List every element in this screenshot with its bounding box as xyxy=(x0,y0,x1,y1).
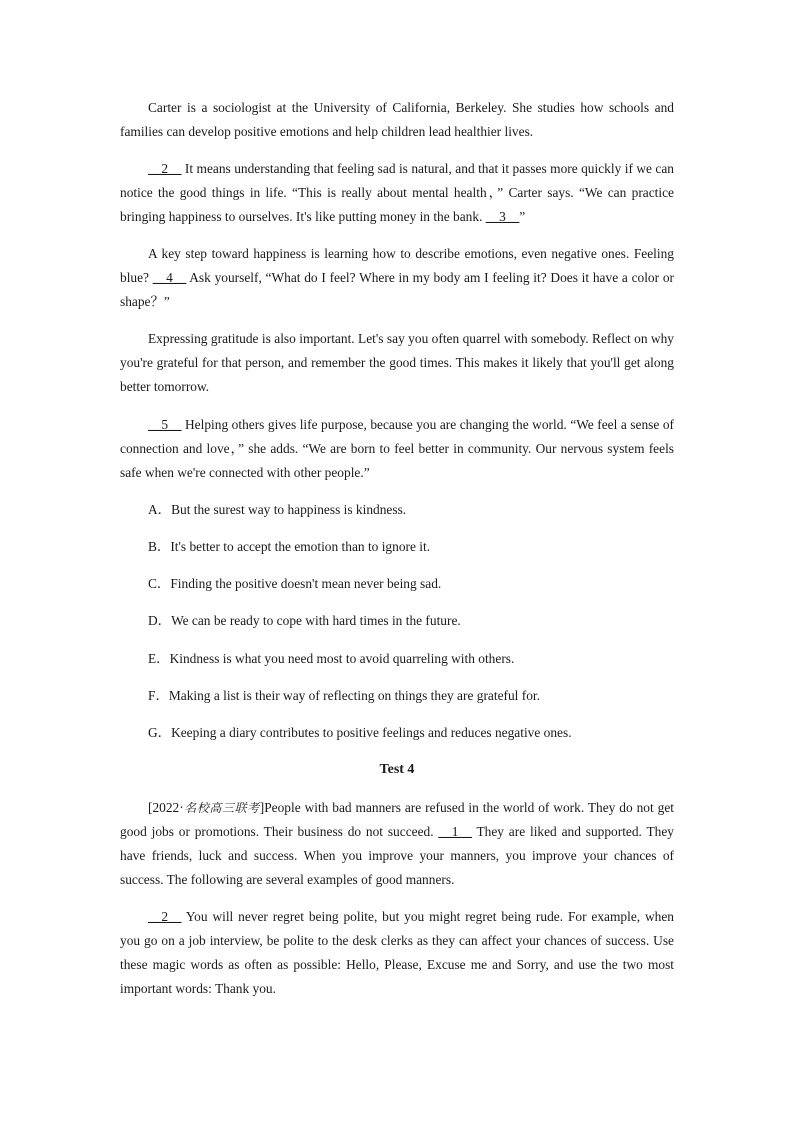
option-a xyxy=(148,500,688,520)
paragraph-text: Helping others gives life purpose, because you are changing the world. “We feel a sense of connection and love，” she adds. “We are born to feel better in community. Our nervous system feels safe when we're connected with other people.” xyxy=(120,417,674,480)
test4-paragraph-2 xyxy=(120,905,674,1001)
section-heading: Test 4 xyxy=(379,762,415,777)
option-text: We can be ready to cope with hard times in the future. xyxy=(171,613,461,628)
paragraph-blank-4 xyxy=(120,242,674,314)
option-text: But the surest way to happiness is kindness. xyxy=(171,502,407,517)
option-letter: A． xyxy=(148,502,172,517)
source-tag: [2022· xyxy=(148,800,184,815)
option-letter: G． xyxy=(148,725,172,740)
option-letter: C． xyxy=(148,576,171,591)
paragraph-text: Expressing gratitude is also important. Let's say you often quarrel with somebody. Reflect on why you're grateful for that person, and remember the good times. This makes it likely that you'll get along better tomorrow. xyxy=(120,331,674,394)
option-text: It's better to accept the emotion than to ignore it. xyxy=(170,539,431,554)
paragraph-text: Carter is a sociologist at the University of California, Berkeley. She studies how schools and families can develop positive emotions and help children lead healthier lives. xyxy=(120,100,674,139)
paragraph-gratitude xyxy=(120,327,674,399)
paragraph-blank-2 xyxy=(120,157,674,229)
paragraph-text: Ask yourself, “What do I feel? Where in my body am I feeling it? Does it have a color or shape？” xyxy=(120,270,674,309)
option-b xyxy=(148,537,688,557)
blank-3: __3__ xyxy=(485,209,520,224)
paragraph-intro xyxy=(120,96,674,144)
blank-2: __2__ xyxy=(148,909,182,924)
option-letter: F． xyxy=(148,688,169,703)
blank-1: __1__ xyxy=(438,824,472,839)
option-g xyxy=(148,723,688,743)
option-c xyxy=(148,574,688,594)
source-name: 名校高三联考 xyxy=(183,801,260,815)
test4-paragraph-1 xyxy=(120,796,674,892)
option-text: Keeping a diary contributes to positive feelings and reduces negative ones. xyxy=(171,725,572,740)
paragraph-text: It means understanding that feeling sad is natural, and that it passes more quickly if we can notice the good things in life. “This is really about mental health，” Carter says. “We can practice bringing happiness to ourselves. It's like putting money in the bank. xyxy=(120,161,674,224)
option-f xyxy=(148,686,688,706)
source-tag: ] xyxy=(259,800,265,815)
blank-5: __5__ xyxy=(148,417,182,432)
option-text: Making a list is their way of reflecting on things they are grateful for. xyxy=(168,688,540,703)
option-text: Finding the positive doesn't mean never being sad. xyxy=(170,576,442,591)
option-d xyxy=(148,611,688,631)
option-letter: E． xyxy=(148,651,170,666)
paragraph-text: People with bad manners are refused in the world of work. They do not get good jobs or promotions. Their business do not succeed. xyxy=(120,800,674,839)
paragraph-blank-5 xyxy=(120,413,674,485)
paragraph-text: You will never regret being polite, but you might regret being rude. For example, when you go on a job interview, be polite to the desk clerks as they can affect your chances of success. Use these magic words as often as possible: Hello, Please, Excuse me and Sorry, and use the two most important words: Thank you. xyxy=(120,909,674,996)
paragraph-text: ” xyxy=(519,209,526,224)
option-text: Kindness is what you need most to avoid quarreling with others. xyxy=(169,651,515,666)
paragraph-text: They are liked and supported. They have friends, luck and success. When you improve your manners, you improve your chances of success. The following are several examples of good manners. xyxy=(120,824,674,887)
paragraph-text: A key step toward happiness is learning how to describe emotions, even negative ones. Feeling blue? xyxy=(120,246,674,285)
blank-2: __2__ xyxy=(148,161,182,176)
option-letter: D． xyxy=(148,613,172,628)
option-e xyxy=(148,649,688,669)
option-letter: B． xyxy=(148,539,171,554)
blank-4: __4__ xyxy=(152,270,187,285)
